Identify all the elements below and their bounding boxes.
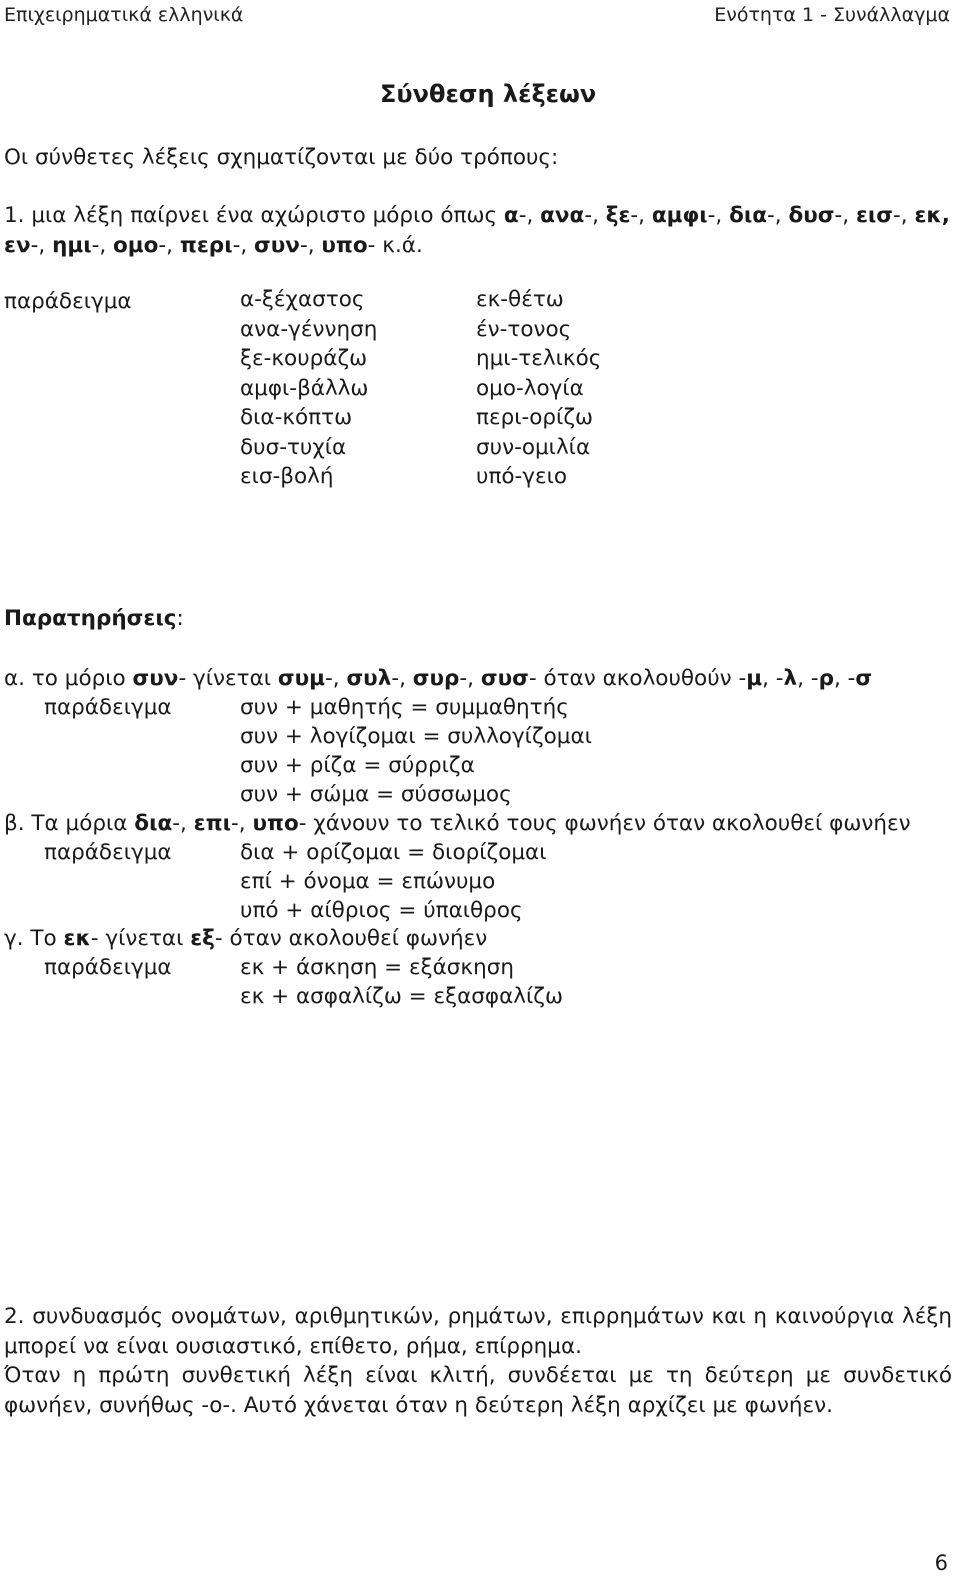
example-line: συν + μαθητής = συμμαθητής <box>240 695 569 720</box>
point2-paragraph-2: Όταν η πρώτη συνθετική λέξη είναι κλιτή, συνδέεται με τη δεύτερη με συνδετικό φωνήεν, συνήθως -ο-. Αυτό χάνεται όταν η δεύτερη λέξη αρχίζει με φωνήεν. <box>4 1363 952 1418</box>
example-word: δια-κόπτω <box>240 405 353 430</box>
particle: δια <box>729 203 768 228</box>
obs-a-examples <box>240 693 592 809</box>
observations-heading <box>4 606 184 631</box>
particle: εν <box>4 233 31 258</box>
particle: ανα <box>540 203 585 228</box>
observations-colon: : <box>176 606 184 631</box>
particle: περι <box>179 233 233 258</box>
obs-b-examples <box>240 838 547 925</box>
obs-b-label: παράδειγμα <box>44 840 172 865</box>
obs-c-prefix: γ. Το <box>4 926 64 951</box>
particle: αμφι <box>651 203 708 228</box>
observations-title: Παρατηρήσεις <box>4 606 177 631</box>
header-left: Επιχειρηματικά ελληνικά <box>4 4 244 26</box>
obs-c-ex: εξ <box>190 926 215 951</box>
example-word: ομο-λογία <box>476 375 584 401</box>
page-title: Σύνθεση λέξεων <box>380 80 597 108</box>
obs-c-mid: - γίνεται <box>90 926 191 951</box>
obs-b-particle: δια <box>134 811 173 836</box>
particle: α <box>503 203 519 228</box>
point1-line1: 1. μια λέξη παίρνει ένα αχώριστο μόριο όπως α-, ανα-, ξε-, αμφι-, δια-, δυσ-, εισ-, εκ, <box>4 203 950 228</box>
examples-column-2 <box>476 285 601 492</box>
example-word: ημι-τελικός <box>476 346 602 371</box>
obs-a-mid2: - όταν ακολουθούν <box>528 666 739 691</box>
example-word: α-ξέχαστος <box>240 287 365 312</box>
example-word: περι-ορίζω <box>476 405 594 430</box>
point1-line2: εν-, ημι-, ομο-, περι-, συν-, υπο- κ.ά. <box>4 233 423 258</box>
obs-b-particle: υπο <box>252 811 299 836</box>
example-word: έν-τονος <box>476 316 572 342</box>
obs-a-form: συρ <box>412 666 460 691</box>
example-line: συν + λογίζομαι = συλλογίζομαι <box>240 724 592 749</box>
obs-c-examples <box>240 953 563 1011</box>
obs-a-sun: συν <box>132 666 179 691</box>
obs-a-letter: λ <box>783 666 798 691</box>
obs-b-tail: - χάνουν το τελικό τους φωνήεν όταν ακολουθεί φωνήεν <box>298 811 911 836</box>
example-word: εισ-βολή <box>240 464 334 489</box>
particle: δυσ <box>788 203 835 228</box>
example-label: παράδειγμα <box>4 289 132 314</box>
obs-a-form: συμ <box>277 666 325 691</box>
obs-b-particle: επι <box>193 811 232 836</box>
observation-a: α. το μόριο συν- γίνεται συμ-, συλ-, συρ-, συσ- όταν ακολουθούν -μ, -λ, -ρ, -σ <box>4 666 873 691</box>
example-line: συν + ρίζα = σύρριζα <box>240 753 475 778</box>
point1-tail: κ.ά. <box>375 233 423 258</box>
header-right: Ενότητα 1 - Συνάλλαγμα <box>714 4 950 26</box>
point2-paragraph-1: 2. συνδυασμός ονομάτων, αριθμητικών, ρημάτων, επιρρημάτων και η καινούργια λέξη μπορεί να είναι ουσιαστικό, επίθετο, ρήμα, επίρρημα. <box>4 1304 952 1359</box>
observation-b: β. Τα μόρια δια-, επι-, υπο- χάνουν το τελικό τους φωνήεν όταν ακολουθεί φωνήεν <box>4 811 911 836</box>
obs-c-tail: - όταν ακολουθεί φωνήεν <box>214 926 488 951</box>
example-line: υπό + αίθριος = ύπαιθρος <box>240 898 523 923</box>
example-word: ξε-κουράζω <box>240 346 368 371</box>
example-word: ανα-γέννηση <box>240 316 378 342</box>
particle: εκ, <box>914 203 950 228</box>
particle: συν <box>254 233 300 258</box>
particle: υπο <box>321 233 368 258</box>
obs-c-ek: εκ <box>63 926 91 951</box>
point1-text: 1. μια λέξη παίρνει ένα αχώριστο μόριο όπως <box>4 203 504 228</box>
example-line: συν + σώμα = σύσσωμος <box>240 782 512 807</box>
observation-c <box>4 926 487 951</box>
obs-b-prefix: β. Τα μόρια <box>4 811 135 836</box>
obs-a-prefix: α. το μόριο <box>4 666 133 691</box>
obs-a-letter: ρ <box>818 666 834 691</box>
obs-a-letter: σ <box>855 666 873 691</box>
obs-c-label: παράδειγμα <box>44 955 172 980</box>
particle: ξε <box>605 203 631 228</box>
example-line: εκ + ασφαλίζω = εξασφαλίζω <box>240 984 563 1009</box>
example-line: δια + ορίζομαι = διορίζομαι <box>240 840 547 865</box>
page-number: 6 <box>934 1551 948 1575</box>
obs-a-label: παράδειγμα <box>44 695 172 720</box>
obs-a-form: συσ <box>480 666 529 691</box>
example-word: αμφι-βάλλω <box>240 375 369 401</box>
obs-a-form: συλ <box>346 666 392 691</box>
particle: ημι <box>52 233 92 258</box>
obs-a-letter: μ <box>746 666 763 691</box>
example-word: δυσ-τυχία <box>240 434 347 460</box>
example-line: επί + όνομα = επώνυμο <box>240 869 496 894</box>
example-word: υπό-γειο <box>476 464 568 489</box>
obs-a-mid1: - γίνεται <box>178 666 278 691</box>
particle: ομο <box>113 233 159 258</box>
example-word: συν-ομιλία <box>476 434 591 460</box>
particle: εισ <box>855 203 894 228</box>
example-word: εκ-θέτω <box>476 287 564 312</box>
examples-column-1 <box>240 285 377 492</box>
example-line: εκ + άσκηση = εξάσκηση <box>240 955 514 980</box>
intro-text: Οι σύνθετες λέξεις σχηματίζονται με δύο τρόπους: <box>4 145 559 170</box>
